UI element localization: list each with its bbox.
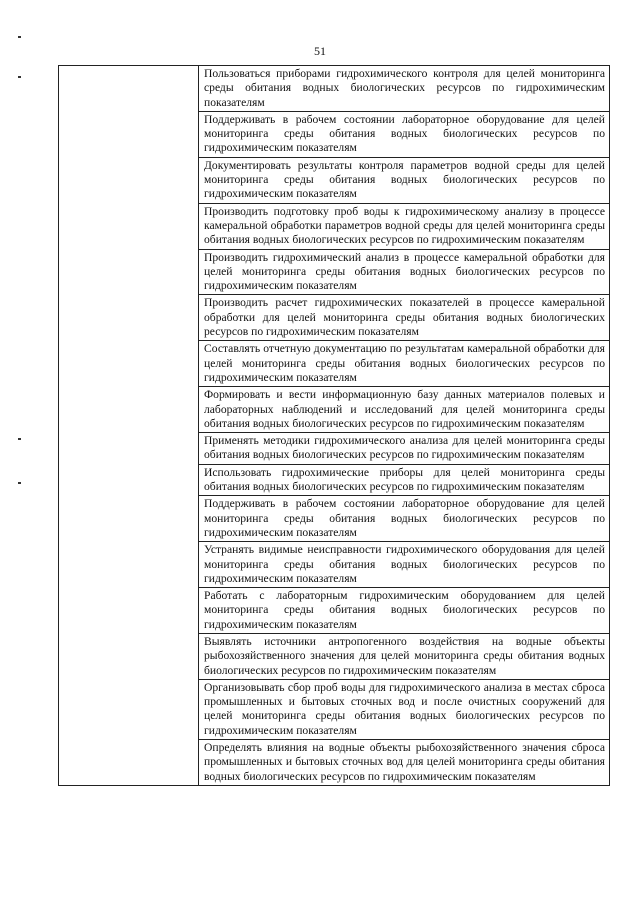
skill-text: Поддерживать в рабочем состоянии лабораторное оборудование для целей мониторинга среды обитания водных биологических ресурсов по гидрохимическим показателям — [204, 497, 605, 539]
table-cell — [199, 66, 610, 112]
table-cell — [199, 249, 610, 295]
scan-mark — [18, 76, 21, 78]
table-cell — [199, 433, 610, 465]
table-cell — [199, 341, 610, 387]
table-cell — [199, 496, 610, 542]
table-cell — [199, 157, 610, 203]
skill-text: Поддерживать в рабочем состоянии лабораторное оборудование для целей мониторинга среды обитания водных биологических ресурсов по гидрохимическим показателям — [204, 112, 605, 155]
table-cell — [199, 633, 610, 679]
table-cell — [199, 542, 610, 588]
skill-text: Производить гидрохимический анализ в процессе камеральной обработки для целей мониторинга среды обитания водных биологических ресурсов по гидрохимическим показателям — [204, 250, 605, 293]
table-row — [59, 66, 610, 112]
skill-text: Выявлять источники антропогенного воздействия на водные объекты рыбохозяйственного значения для целей мониторинга среды обитания водных биологических ресурсов по гидрохимическим показателям — [204, 634, 605, 677]
skills-table — [58, 65, 610, 786]
scan-mark — [18, 482, 21, 484]
skill-text: Формировать и вести информационную базу данных материалов полевых и лабораторных наблюдений и исследований для целей мониторинга среды обитания водных биологических ресурсов по гидрохимическим показателям — [204, 388, 605, 430]
skill-text: Устранять видимые неисправности гидрохимического оборудования для целей мониторинга среды обитания водных биологических ресурсов по гидрохимическим показателям — [204, 543, 605, 585]
page-number: 51 — [314, 44, 326, 58]
table-cell — [199, 740, 610, 786]
skill-text: Производить подготовку проб воды к гидрохимическому анализу в процессе камеральной обработки параметров водной среды для целей мониторинга среды обитания водных биологических ресурсов по гидрохимическим показателям — [204, 204, 605, 247]
scan-mark — [18, 438, 21, 440]
left-column-cell — [59, 66, 199, 786]
scan-mark — [18, 36, 21, 38]
table-cell — [199, 111, 610, 157]
table-cell — [199, 203, 610, 249]
skill-text: Применять методики гидрохимического анализа для целей мониторинга среды обитания водных биологических ресурсов по гидрохимическим показателям — [204, 434, 605, 462]
skill-text: Документировать результаты контроля параметров водной среды для целей мониторинга среды обитания водных биологических ресурсов по гидрохимическим показателям — [204, 158, 605, 201]
skill-text: Определять влияния на водные объекты рыбохозяйственного значения сброса промышленных и бытовых сточных вод для целей мониторинга среды обитания водных биологических ресурсов по гидрохимическим показателям — [204, 741, 605, 783]
table-cell — [199, 588, 610, 634]
table-cell — [199, 387, 610, 433]
table-cell — [199, 679, 610, 739]
skill-text: Организовывать сбор проб воды для гидрохимического анализа в местах сброса промышленных и бытовых сточных вод и после очистных сооружений для целей мониторинга среды обитания водных биологических ресурсов по гидрохимическим показателям — [204, 680, 605, 737]
skill-text: Работать с лабораторным гидрохимическим оборудованием для целей мониторинга среды обитания водных биологических ресурсов по гидрохимическим показателям — [204, 589, 605, 631]
table-cell — [199, 295, 610, 341]
skill-text: Использовать гидрохимические приборы для целей мониторинга среды обитания водных биологических ресурсов по гидрохимическим показателям — [204, 465, 605, 494]
skill-text: Составлять отчетную документацию по результатам камеральной обработки для целей мониторинга среды обитания водных биологических ресурсов по гидрохимическим показателям — [204, 342, 605, 384]
table-cell — [199, 464, 610, 496]
skill-text: Пользоваться приборами гидрохимического контроля для целей мониторинга среды обитания водных биологических ресурсов по гидрохимическим показателям — [204, 67, 605, 109]
skill-text: Производить расчет гидрохимических показателей в процессе камеральной обработки для целей мониторинга среды обитания водных биологических ресурсов по гидрохимическим показателям — [204, 296, 605, 339]
